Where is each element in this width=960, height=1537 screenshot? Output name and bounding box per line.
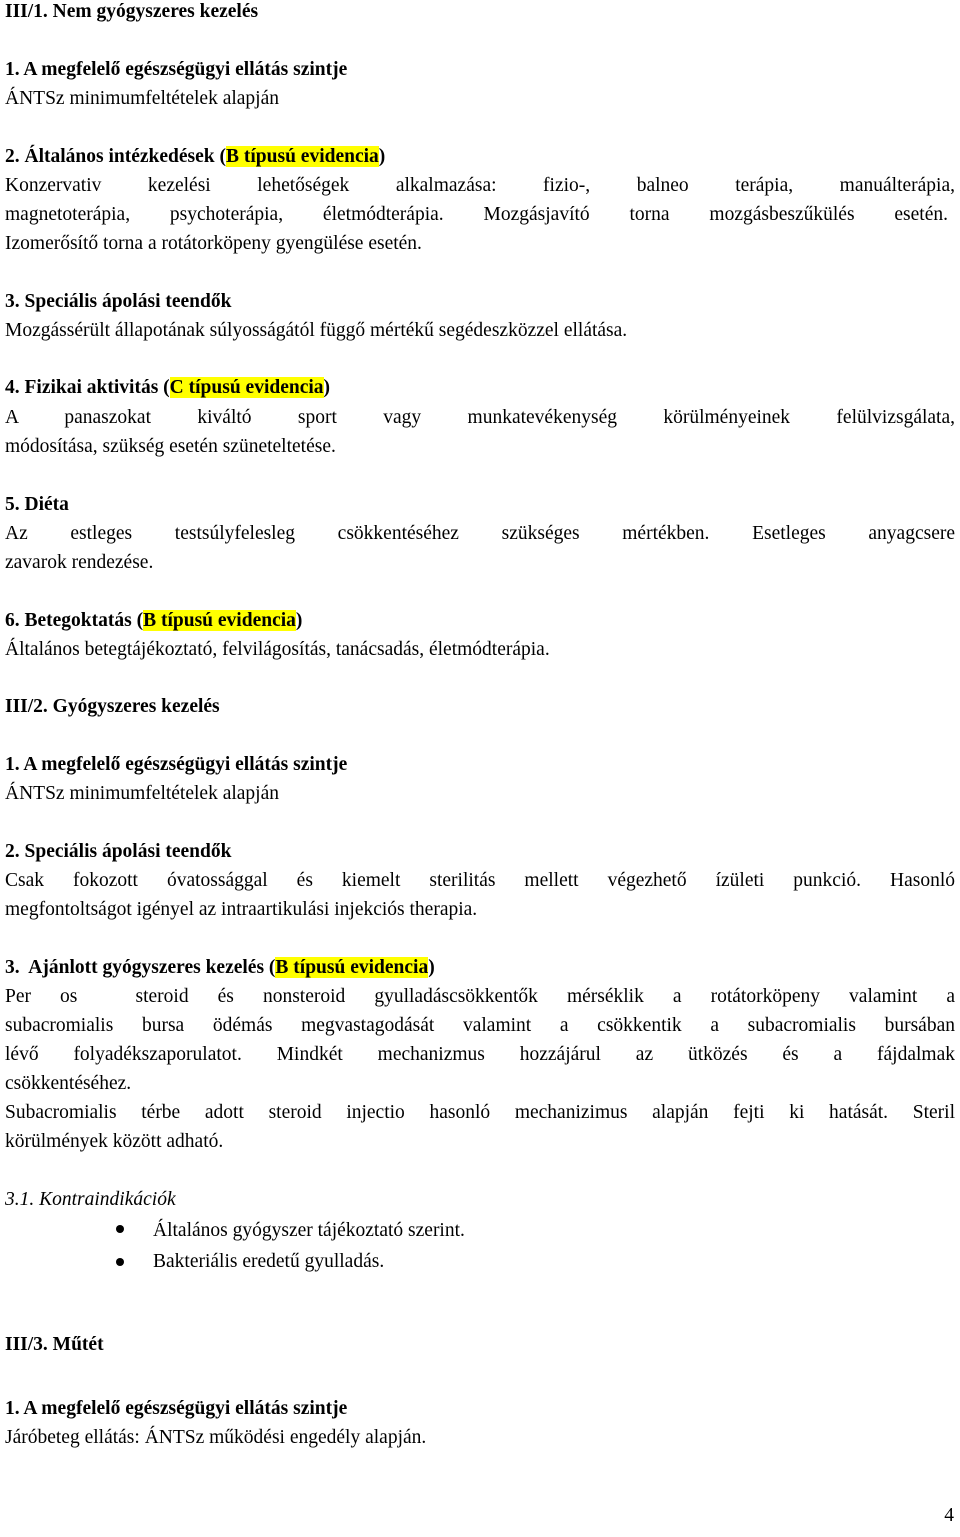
paragraph-line: Izomerősítő torna a rotátorköpeny gyengülése esetén.: [5, 233, 422, 254]
paragraph-text: Járóbeteg ellátás: ÁNTSz működési engedély alapján.: [5, 1427, 427, 1448]
subsection-heading: 3. Speciális ápolási teendők: [5, 291, 232, 312]
list-item: Általános gyógyszer tájékoztató szerint.: [5, 1214, 955, 1247]
paragraph-text: ÁNTSz minimumfeltételek alapján: [5, 783, 279, 804]
paragraph-line: zavarok rendezése.: [5, 552, 154, 573]
heading-text: 4. Fizikai aktivitás (: [5, 377, 170, 398]
paragraph-line: Subacromialis térbe adott steroid injectio hasonló mechanizimus alapján fejti ki hatását. Steril: [5, 1102, 955, 1123]
subsection-heading: 5. Diéta: [5, 494, 69, 515]
paragraph-text: Mozgássérült állapotának súlyosságától függő mértékű segédeszközzel ellátása.: [5, 320, 628, 341]
subsection-heading-ajanlott-kezeles: [5, 953, 435, 982]
paragraph-line: Per os steroid és nonsteroid gyulladáscsökkentők mérséklik a rotátorköpeny valamint a: [5, 986, 955, 1007]
contraindication-list: [5, 1214, 955, 1277]
heading-text: ): [378, 146, 386, 167]
section-heading-gyogyszeres: III/2. Gyógyszeres kezelés: [5, 696, 220, 717]
paragraph-text: ÁNTSz minimumfeltételek alapján: [5, 88, 279, 109]
section-heading-mutet: III/3. Műtét: [5, 1334, 104, 1355]
paragraph-line: módosítása, szükség esetén szüneteltetése.: [5, 436, 336, 457]
subsection-heading: 1. A megfelelő egészségügyi ellátás szintje: [5, 754, 348, 775]
page-number: 4: [944, 1505, 954, 1526]
subsection-heading: 2. Speciális ápolási teendők: [5, 841, 232, 862]
heading-text: ): [295, 610, 303, 631]
paragraph-line: Konzervativ kezelési lehetőségek alkalmazása: fizio-, balneo terápia, manuálterápia,: [5, 175, 955, 196]
heading-text: ): [428, 957, 435, 978]
paragraph-line: körülmények között adható.: [5, 1131, 224, 1152]
heading-text: ): [323, 377, 331, 398]
subsection-heading: 1. A megfelelő egészségügyi ellátás szintje: [5, 59, 348, 80]
evidence-highlight: B típusú evidencia: [275, 957, 429, 978]
paragraph-line: subacromialis bursa ödémás megvastagodását valamint a csökkentik a subacromialis bursában: [5, 1015, 955, 1036]
subsection-heading: 1. A megfelelő egészségügyi ellátás szintje: [5, 1398, 348, 1419]
subsection-heading-kontraindikaciok: 3.1. Kontraindikációk: [5, 1189, 176, 1210]
paragraph-line: Csak fokozott óvatossággal és kiemelt sterilitás mellett végezhető ízületi punkció. Hasonló: [5, 870, 955, 891]
paragraph-text: Általános betegtájékoztató, felvilágosítás, tanácsadás, életmódterápia.: [5, 639, 550, 660]
subsection-heading-betegoktatas: [5, 606, 302, 635]
paragraph-line: megfontoltságot igényel az intraartikulási injekciós therapia.: [5, 899, 478, 920]
evidence-highlight: C típusú evidencia: [169, 377, 324, 398]
paragraph-line: lévő folyadékszaporulatot. Mindkét mechanizmus hozzájárul az ütközés és a fájdalmak: [5, 1044, 955, 1065]
evidence-highlight: B típusú evidencia: [226, 146, 379, 167]
heading-text: 3. Ajánlott gyógyszeres kezelés (: [5, 957, 276, 978]
list-item: Bakteriális eredetű gyulladás.: [5, 1247, 955, 1277]
paragraph-line: magnetoterápia, psychoterápia, életmódterápia. Mozgásjavító torna mozgásbeszűkülés esetén.: [5, 204, 948, 225]
section-heading-nem-gyogyszeres: III/1. Nem gyógyszeres kezelés: [5, 1, 259, 22]
heading-text: 6. Betegoktatás (: [5, 610, 144, 631]
subsection-heading-altalanos-intezkedesek: [5, 142, 385, 171]
subsection-heading-fizikai-aktivitas: [5, 373, 330, 402]
heading-text: 2. Általános intézkedések (: [5, 146, 226, 167]
evidence-highlight: B típusú evidencia: [143, 610, 296, 631]
paragraph-line: Az estleges testsúlyfelesleg csökkentéséhez szükséges mértékben. Esetleges anyagcsere: [5, 523, 955, 544]
paragraph-line: A panaszokat kiváltó sport vagy munkatevékenység körülményeinek felülvizsgálata,: [5, 407, 955, 428]
paragraph-line: csökkentéséhez.: [5, 1073, 132, 1094]
